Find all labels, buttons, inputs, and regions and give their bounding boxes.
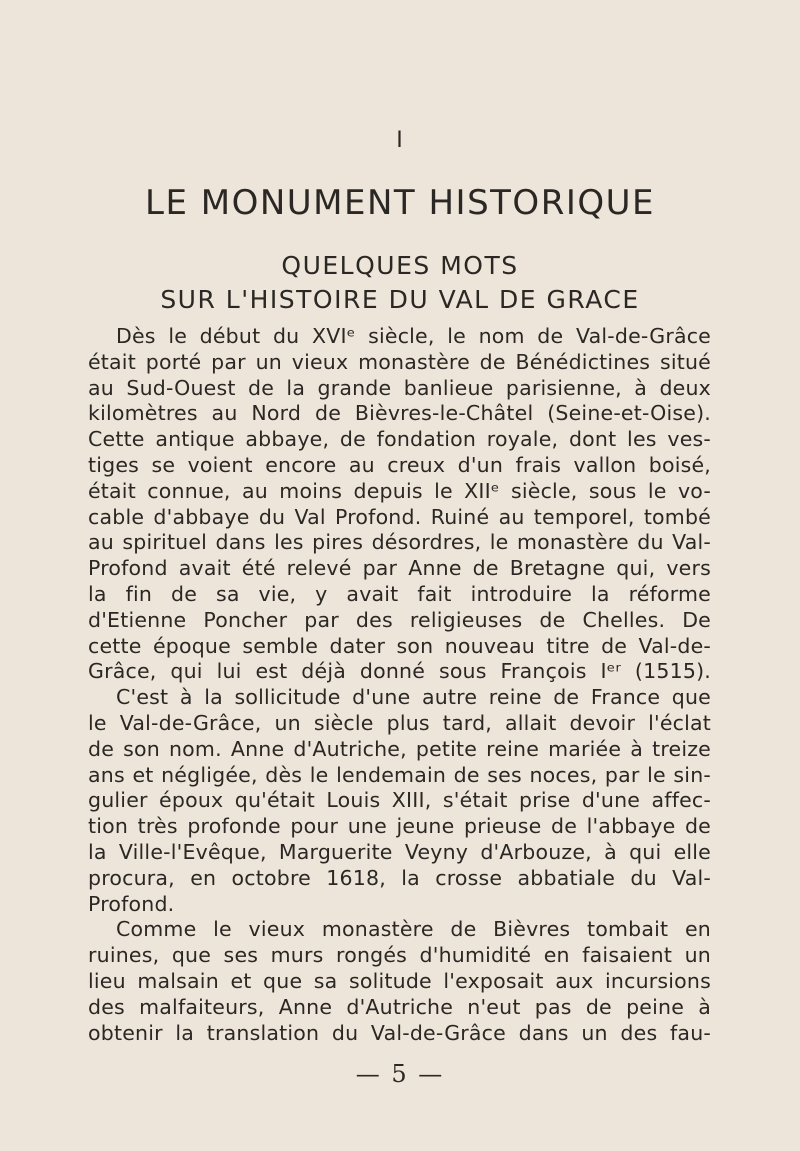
chapter-number: I bbox=[396, 128, 404, 153]
text-line: de son nom. Anne d'Autriche, petite reine mariée à treize bbox=[88, 736, 711, 761]
section-subtitle-line-2: SUR L'HISTOIRE DU VAL DE GRACE bbox=[160, 285, 640, 314]
text-line: la Ville-l'Evêque, Marguerite Veyny d'Arbouze, à qui elle bbox=[88, 839, 711, 864]
section-subtitle-line-1: QUELQUES MOTS bbox=[281, 251, 519, 280]
text-line: tiges se voient encore au creux d'un frais vallon boisé, bbox=[88, 452, 711, 477]
text-line: était connue, au moins depuis le XIIᵉ siècle, sous le vo- bbox=[88, 478, 711, 503]
text-line: la fin de sa vie, y avait fait introduire la réforme bbox=[88, 581, 711, 606]
text-line: au Sud-Ouest de la grande banlieue parisienne, à deux bbox=[88, 375, 711, 400]
text-line: Dès le début du XVIᵉ siècle, le nom de Val-de-Grâce bbox=[116, 324, 711, 348]
text-line: cette époque semble dater son nouveau titre de Val-de- bbox=[88, 633, 711, 658]
text-line: lieu malsain et que sa solitude l'exposait aux incursions bbox=[88, 968, 711, 993]
text-line: Profond. bbox=[88, 891, 175, 916]
text-line: était porté par un vieux monastère de Bénédictines situé bbox=[88, 349, 711, 374]
text-line: au spirituel dans les pires désordres, le monastère du Val- bbox=[88, 530, 711, 555]
text-line: ruines, que ses murs rongés d'humidité en faisaient un bbox=[88, 943, 711, 968]
text-line: obtenir la translation du Val-de-Grâce dans un des fau- bbox=[88, 1020, 711, 1045]
text-line: Cette antique abbaye, de fondation royale, dont les ves- bbox=[88, 427, 711, 452]
text-line: C'est à la sollicitude d'une autre reine de France que bbox=[116, 685, 711, 710]
text-line: kilomètres au Nord de Bièvres-le-Châtel (Seine-et-Oise). bbox=[88, 401, 711, 426]
text-line: cable d'abbaye du Val Profond. Ruiné au temporel, tombé bbox=[88, 504, 711, 529]
page-number: — 5 — bbox=[355, 1060, 445, 1088]
text-line: des malfaiteurs, Anne d'Autriche n'eut pas de peine à bbox=[88, 994, 711, 1019]
text-line: gulier époux qu'était Louis XIII, s'était prise d'une affec- bbox=[88, 788, 711, 813]
text-line: Grâce, qui lui est déjà donné sous François Iᵉʳ (1515). bbox=[88, 659, 711, 684]
text-line: ans et négligée, dès le lendemain de ses noces, par le sin- bbox=[88, 762, 711, 787]
body-text bbox=[88, 324, 711, 1046]
text-line: Comme le vieux monastère de Bièvres tombait en bbox=[116, 917, 711, 942]
text-line: d'Etienne Poncher par des religieuses de Chelles. De bbox=[88, 607, 711, 632]
text-line: procura, en octobre 1618, la crosse abbatiale du Val- bbox=[88, 865, 711, 890]
page-title: LE MONUMENT HISTORIQUE bbox=[145, 183, 655, 223]
text-line: le Val-de-Grâce, un siècle plus tard, allait devoir l'éclat bbox=[88, 710, 711, 735]
text-line: Profond avait été relevé par Anne de Bretagne qui, vers bbox=[88, 556, 711, 581]
text-line: tion très profonde pour une jeune prieuse de l'abbaye de bbox=[88, 814, 711, 839]
